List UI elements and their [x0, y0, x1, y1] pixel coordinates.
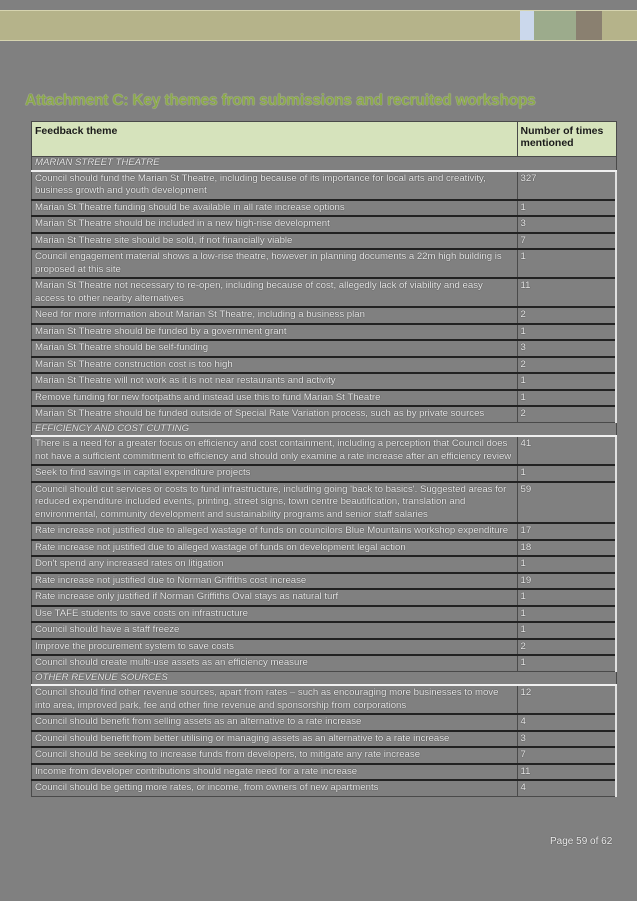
mention-count-cell: 7: [517, 233, 616, 250]
mention-count-cell: 41: [517, 436, 616, 465]
table-row: [32, 747, 617, 764]
feedback-theme-cell: Rate increase only justified if Norman Griffiths Oval stays as natural turf: [32, 589, 518, 606]
feedback-theme-cell: Marian St Theatre funding should be available in all rate increase options: [32, 200, 518, 217]
section-title: OTHER REVENUE SOURCES: [32, 671, 617, 685]
mention-count-cell: 1: [517, 390, 616, 407]
section-header-row: [32, 157, 617, 171]
feedback-theme-cell: Marian St Theatre site should be sold, if not financially viable: [32, 233, 518, 250]
mention-count-cell: 4: [517, 780, 616, 796]
table-row: [32, 685, 617, 714]
feedback-theme-cell: Marian St Theatre should be self-funding: [32, 340, 518, 357]
mention-count-cell: 1: [517, 200, 616, 217]
feedback-theme-cell: Rate increase not justified due to alleged wastage of funds on development legal action: [32, 540, 518, 557]
mention-count-cell: 11: [517, 278, 616, 307]
table-row: [32, 357, 617, 374]
table-row: [32, 573, 617, 590]
header-swatch-sage: [534, 11, 576, 40]
feedback-theme-cell: Council should be seeking to increase funds from developers, to mitigate any rate increase: [32, 747, 518, 764]
feedback-theme-cell: Marian St Theatre should be funded by a government grant: [32, 324, 518, 341]
feedback-theme-cell: Council should benefit from better utilising or managing assets as an alternative to a rate increase: [32, 731, 518, 748]
feedback-theme-cell: Need for more information about Marian St Theatre, including a business plan: [32, 307, 518, 324]
section-header-row: [32, 671, 617, 685]
section-header-row: [32, 422, 617, 436]
mention-count-cell: 1: [517, 324, 616, 341]
page-number: Page 59 of 62: [550, 836, 613, 847]
mention-count-cell: 1: [517, 622, 616, 639]
mention-count-cell: 327: [517, 171, 616, 200]
mention-count-cell: 3: [517, 216, 616, 233]
feedback-theme-cell: Improve the procurement system to save costs: [32, 639, 518, 656]
mention-count-cell: 12: [517, 685, 616, 714]
table-row: [32, 373, 617, 390]
table-row: [32, 216, 617, 233]
feedback-theme-cell: Council should fund the Marian St Theatre, including because of its importance for local arts and creativity, business growth and youth development: [32, 171, 518, 200]
feedback-theme-cell: Council should benefit from selling assets as an alternative to a rate increase: [32, 714, 518, 731]
mention-count-cell: 7: [517, 747, 616, 764]
table-row: [32, 340, 617, 357]
mention-count-cell: 1: [517, 606, 616, 623]
table-row: [32, 278, 617, 307]
mention-count-cell: 4: [517, 714, 616, 731]
mention-count-cell: 1: [517, 373, 616, 390]
table-row: [32, 731, 617, 748]
table-row: [32, 406, 617, 422]
table-row: [32, 606, 617, 623]
table-row: [32, 249, 617, 278]
table-row: [32, 465, 617, 482]
feedback-theme-cell: Don't spend any increased rates on litigation: [32, 556, 518, 573]
table-row: [32, 307, 617, 324]
header-times-mentioned: Number of times mentioned: [517, 122, 616, 157]
mention-count-cell: 2: [517, 357, 616, 374]
mention-count-cell: 59: [517, 482, 616, 524]
mention-count-cell: 17: [517, 523, 616, 540]
mention-count-cell: 2: [517, 639, 616, 656]
feedback-theme-cell: Marian St Theatre should be funded outside of Special Rate Variation process, such as by private sources: [32, 406, 518, 422]
feedback-theme-cell: Use TAFE students to save costs on infrastructure: [32, 606, 518, 623]
feedback-theme-cell: Marian St Theatre should be included in a new high-rise development: [32, 216, 518, 233]
feedback-theme-cell: Remove funding for new footpaths and instead use this to fund Marian St Theatre: [32, 390, 518, 407]
table-row: [32, 655, 617, 671]
page-title: Attachment C: Key themes from submissions and recruited workshops: [25, 92, 536, 109]
feedback-theme-cell: Seek to find savings in capital expenditure projects: [32, 465, 518, 482]
feedback-theme-cell: Income from developer contributions should negate need for a rate increase: [32, 764, 518, 781]
feedback-theme-cell: Marian St Theatre not necessary to re-open, including because of cost, allegedly lack of viability and easy access to other nearby alternatives: [32, 278, 518, 307]
feedback-theme-cell: Marian St Theatre will not work as it is not near restaurants and activity: [32, 373, 518, 390]
table-row: [32, 589, 617, 606]
feedback-theme-cell: Council should have a staff freeze: [32, 622, 518, 639]
table-row: [32, 622, 617, 639]
feedback-theme-cell: Council should cut services or costs to fund infrastructure, including going 'back to basics'. Suggested areas for reduced expenditure included events, printing, street signs, town centre beautification, translation and environmental, community development and sustainability programs and senior staff salaries: [32, 482, 518, 524]
feedback-theme-cell: Council engagement material shows a low-rise theatre, however in planning documents a 22m high building is proposed at this site: [32, 249, 518, 278]
table-row: [32, 390, 617, 407]
table-row: [32, 436, 617, 465]
mention-count-cell: 19: [517, 573, 616, 590]
table-header-row: [32, 122, 617, 157]
mention-count-cell: 1: [517, 589, 616, 606]
section-title: EFFICIENCY AND COST CUTTING: [32, 422, 617, 436]
table-row: [32, 780, 617, 796]
table-row: [32, 324, 617, 341]
table-row: [32, 200, 617, 217]
section-title: MARIAN STREET THEATRE: [32, 157, 617, 171]
table-row: [32, 171, 617, 200]
mention-count-cell: 1: [517, 465, 616, 482]
feedback-theme-cell: Rate increase not justified due to Norman Griffiths cost increase: [32, 573, 518, 590]
mention-count-cell: 1: [517, 249, 616, 278]
header-swatch-taupe: [576, 11, 602, 40]
mention-count-cell: 3: [517, 731, 616, 748]
table-row: [32, 523, 617, 540]
feedback-theme-cell: Council should find other revenue sources, apart from rates – such as encouraging more businesses to move into area, improved park, fee and other fine revenue and sponsorship from corporations: [32, 685, 518, 714]
table-row: [32, 482, 617, 524]
header-feedback-theme: Feedback theme: [32, 122, 518, 157]
table-row: [32, 714, 617, 731]
table-row: [32, 556, 617, 573]
feedback-theme-cell: Council should be getting more rates, or income, from owners of new apartments: [32, 780, 518, 796]
mention-count-cell: 1: [517, 556, 616, 573]
feedback-theme-cell: Council should create multi-use assets as an efficiency measure: [32, 655, 518, 671]
table-row: [32, 764, 617, 781]
mention-count-cell: 1: [517, 655, 616, 671]
header-band: [0, 10, 637, 41]
table-row: [32, 233, 617, 250]
mention-count-cell: 11: [517, 764, 616, 781]
mention-count-cell: 2: [517, 406, 616, 422]
table-row: [32, 639, 617, 656]
mention-count-cell: 18: [517, 540, 616, 557]
table-row: [32, 540, 617, 557]
mention-count-cell: 2: [517, 307, 616, 324]
feedback-theme-cell: Rate increase not justified due to alleged wastage of funds on councilors Blue Mountains workshop expenditure: [32, 523, 518, 540]
themes-table: [31, 121, 617, 797]
feedback-theme-cell: There is a need for a greater focus on efficiency and cost containment, including a perception that Council does not have a sufficient commitment to efficiency and should only examine a rate increase after an efficiency review: [32, 436, 518, 465]
header-swatch-light-blue: [520, 11, 534, 40]
mention-count-cell: 3: [517, 340, 616, 357]
feedback-theme-cell: Marian St Theatre construction cost is too high: [32, 357, 518, 374]
